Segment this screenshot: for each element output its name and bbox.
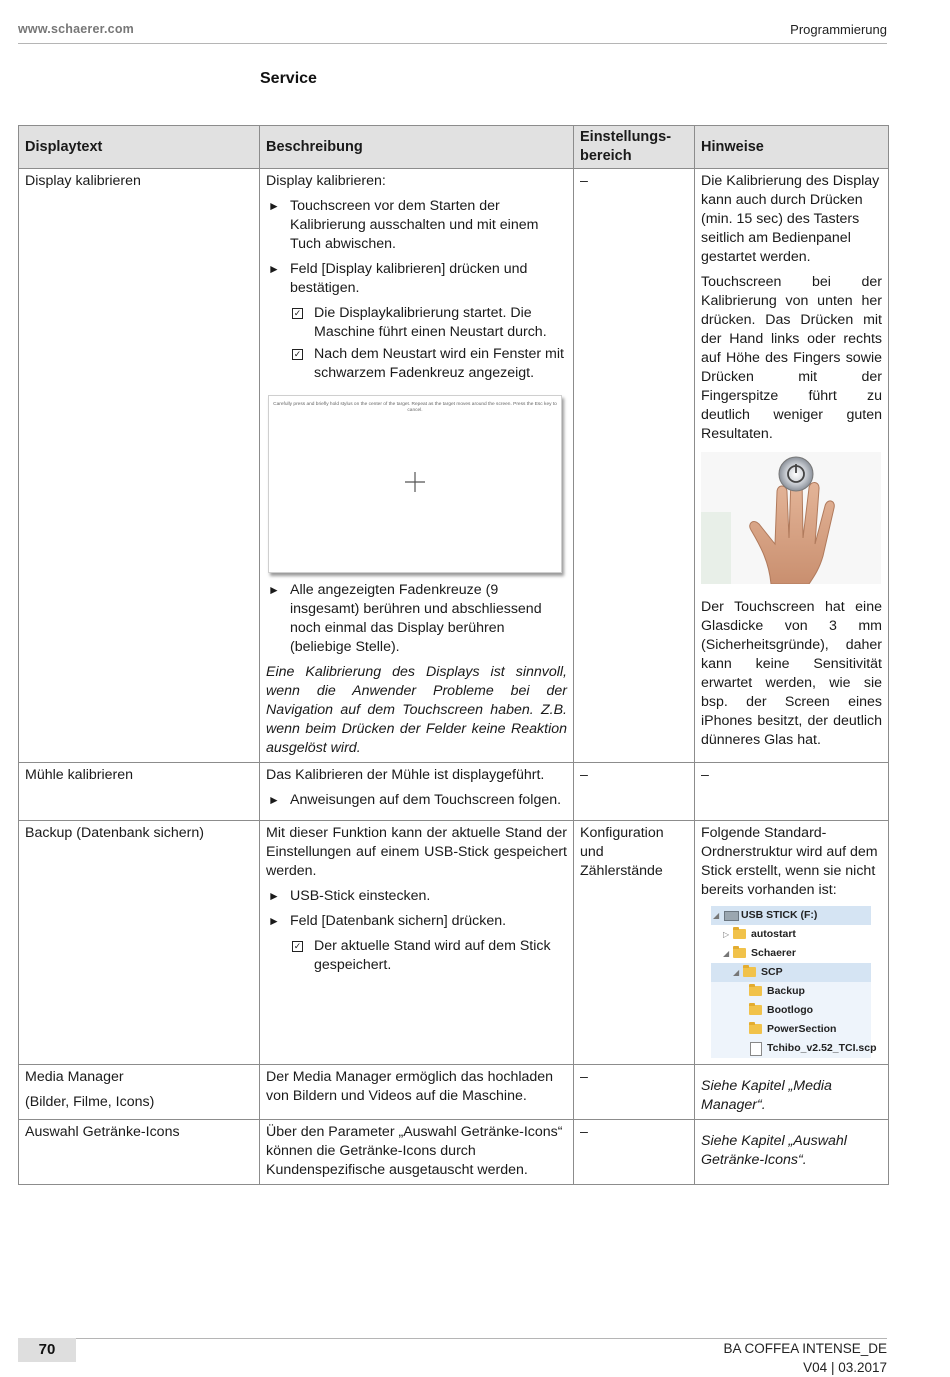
step-arrow-icon: ►: [268, 583, 280, 597]
col-header-displaytext: Displaytext: [19, 126, 260, 169]
service-table: [18, 125, 889, 1185]
document-title: BA COFFEA INTENSE_DE: [723, 1341, 887, 1356]
row-muehle-kalibrieren-bereich: –: [574, 763, 695, 821]
col-header-beschreibung: Beschreibung: [260, 126, 574, 169]
row-muehle-kalibrieren-beschreibung: [260, 763, 574, 821]
row-display-kalibrieren-bereich: –: [574, 169, 695, 763]
hint-paragraph: Folgende Standard-Ordnerstruktur wird auf dem Stick erstellt, wenn sie nicht bereits vorhanden ist:: [701, 825, 878, 898]
step-arrow-icon: ►: [268, 889, 280, 903]
instruction-step: [266, 260, 567, 298]
result-item: [266, 345, 567, 383]
row-display-kalibrieren-hinweise: [695, 169, 889, 763]
tree-item-schaerer: ◢ Schaerer: [711, 944, 871, 963]
instruction-step: [266, 791, 567, 810]
hint-paragraph: Touchscreen bei der Kalibrierung von unten her drücken. Das Drücken mit der Hand links oder rechts auf Höhe des Fingers sowie Drücken mit der Fingerspitze führt zu deutlich weniger guten Resultaten.: [701, 274, 882, 442]
row-backup-displaytext: Backup (Datenbank sichern): [19, 821, 260, 1065]
step-text: Touchscreen vor dem Starten der Kalibrierung ausschalten und mit einem Tuch abwischen.: [290, 198, 539, 252]
row-media-manager-hinweise: [695, 1065, 889, 1120]
result-text: Nach dem Neustart wird ein Fenster mit schwarzem Fadenkreuz angezeigt.: [314, 346, 564, 381]
page-number: 70: [18, 1338, 76, 1362]
result-item: [266, 937, 567, 975]
col-header-einstellungsbereich: Einstellungs- bereich: [574, 126, 695, 169]
tree-item-powersection: PowerSection: [711, 1020, 871, 1039]
step-arrow-icon: ►: [268, 199, 280, 213]
usb-drive-icon: [724, 911, 739, 921]
description-intro: Mit dieser Funktion kann der aktuelle Stand der Einstellungen auf einem USB-Stick gespeichert werden.: [266, 825, 567, 879]
crosshair-icon: [405, 472, 425, 492]
row-backup-beschreibung: [260, 821, 574, 1065]
instruction-step: [266, 197, 567, 254]
step-arrow-icon: ►: [268, 262, 280, 276]
instruction-step: [266, 581, 567, 657]
row-media-manager-displaytext: [19, 1065, 260, 1120]
table-row: [19, 169, 889, 763]
row-media-manager-beschreibung: Der Media Manager ermöglich das hochladen von Bildern und Videos auf die Maschine.: [260, 1065, 574, 1120]
table-row: [19, 1120, 889, 1185]
displaytext-main: Media Manager: [25, 1069, 124, 1085]
instruction-step: [266, 912, 567, 931]
folder-icon: [749, 1024, 762, 1034]
step-arrow-icon: ►: [268, 793, 280, 807]
folder-icon: [733, 948, 746, 958]
checked-box-icon: ✓: [293, 349, 302, 359]
row-backup-bereich: Konfiguration und Zählerstände: [574, 821, 695, 1065]
step-text: Feld [Datenbank sichern] drücken.: [290, 913, 507, 929]
expand-arrow-icon: ◢: [713, 911, 720, 920]
step-text: Anweisungen auf dem Touchscreen folgen.: [290, 792, 562, 808]
chapter-reference: Siehe Kapitel „Media Manager“.: [701, 1078, 832, 1113]
tree-item-bootlogo: Bootlogo: [711, 1001, 871, 1020]
step-text: Feld [Display kalibrieren] drücken und bestätigen.: [290, 261, 528, 296]
footer-divider: [76, 1338, 887, 1339]
checked-box-icon: ✓: [293, 308, 302, 318]
row-muehle-kalibrieren-displaytext: Mühle kalibrieren: [19, 763, 260, 821]
folder-icon: [733, 929, 746, 939]
table-row: [19, 821, 889, 1065]
row-backup-hinweise: [695, 821, 889, 1065]
tree-item-scp-file: Tchibo_v2.52_TCI.scp: [711, 1039, 871, 1058]
step-arrow-icon: ►: [268, 914, 280, 928]
calibration-screen-image: [268, 395, 562, 573]
hint-paragraph: Die Kalibrierung des Display kann auch durch Drücken (min. 15 sec) des Tasters seitlich am Bedienpanel gestartet werden.: [701, 173, 880, 265]
file-icon: [750, 1042, 762, 1056]
row-getraenke-icons-beschreibung: Über den Parameter „Auswahl Getränke-Icons“ können die Getränke-Icons durch Kundenspezifische ausgetauscht werden.: [260, 1120, 574, 1185]
document-version: V04 | 03.2017: [803, 1360, 887, 1375]
chapter-title: Programmierung: [790, 22, 887, 37]
tree-item-autostart: ▷ autostart: [711, 925, 871, 944]
table-header-row: [19, 126, 889, 169]
chapter-reference: Siehe Kapitel „Auswahl Getränke-Icons“.: [701, 1133, 847, 1168]
folder-tree-image: [711, 906, 877, 1058]
row-display-kalibrieren-beschreibung: [260, 169, 574, 763]
calibration-screen-text: Carefully press and briefly hold stylus on the center of the target. Repeat as the target moves around the screen. Press the Esc key to cancel.: [273, 402, 557, 413]
table-row: [19, 763, 889, 821]
tree-item-usb-stick: ◢ USB STICK (F:): [711, 906, 871, 925]
calibration-note: Eine Kalibrierung des Displays ist sinnvoll, wenn die Anwender Probleme bei der Navigation auf dem Touchscreen haben. Z.B. wenn beim Drücken der Felder keine Reaktion ausgelöst wird.: [266, 664, 567, 756]
table-row: [19, 1065, 889, 1120]
step-text: Alle angezeigten Fadenkreuze (9 insgesamt) berühren und abschliessend noch einmal das Display berühren (beliebige Stelle).: [290, 582, 542, 655]
row-display-kalibrieren-displaytext: Display kalibrieren: [19, 169, 260, 763]
website-url: www.schaerer.com: [18, 22, 134, 36]
row-getraenke-icons-displaytext: Auswahl Getränke-Icons: [19, 1120, 260, 1185]
hand-touch-image: [701, 452, 881, 584]
expand-arrow-icon: ◢: [733, 968, 740, 977]
result-text: Die Displaykalibrierung startet. Die Maschine führt einen Neustart durch.: [314, 305, 547, 340]
expand-arrow-icon: ◢: [723, 949, 730, 958]
row-getraenke-icons-hinweise: [695, 1120, 889, 1185]
result-item: [266, 304, 567, 342]
tree-item-scp: ◢ SCP: [711, 963, 871, 982]
instruction-step: [266, 887, 567, 906]
col-header-hinweise: Hinweise: [695, 126, 889, 169]
collapse-arrow-icon: ▷: [723, 930, 730, 939]
displaytext-sub: (Bilder, Filme, Icons): [25, 1094, 155, 1110]
tree-item-backup: Backup: [711, 982, 871, 1001]
row-media-manager-bereich: –: [574, 1065, 695, 1120]
folder-icon: [743, 967, 756, 977]
checked-box-icon: ✓: [293, 941, 302, 951]
row-muehle-kalibrieren-hinweise: –: [695, 763, 889, 821]
result-text: Der aktuelle Stand wird auf dem Stick gespeichert.: [314, 938, 551, 973]
hint-paragraph: Der Touchscreen hat eine Glasdicke von 3 mm (Sicherheitsgründe), daher kann keine Sensitivität erwartet werden, wie sie bsp. der Screen eines iPhones besitzt, der deutlich dünneres Glas hat.: [701, 599, 882, 748]
description-intro: Display kalibrieren:: [266, 173, 386, 189]
header-divider: [18, 43, 887, 44]
section-title: Service: [260, 70, 317, 87]
folder-icon: [749, 1005, 762, 1015]
folder-icon: [749, 986, 762, 996]
row-getraenke-icons-bereich: –: [574, 1120, 695, 1185]
step-text: USB-Stick einstecken.: [290, 888, 431, 904]
description-intro: Das Kalibrieren der Mühle ist displaygeführt.: [266, 767, 545, 783]
